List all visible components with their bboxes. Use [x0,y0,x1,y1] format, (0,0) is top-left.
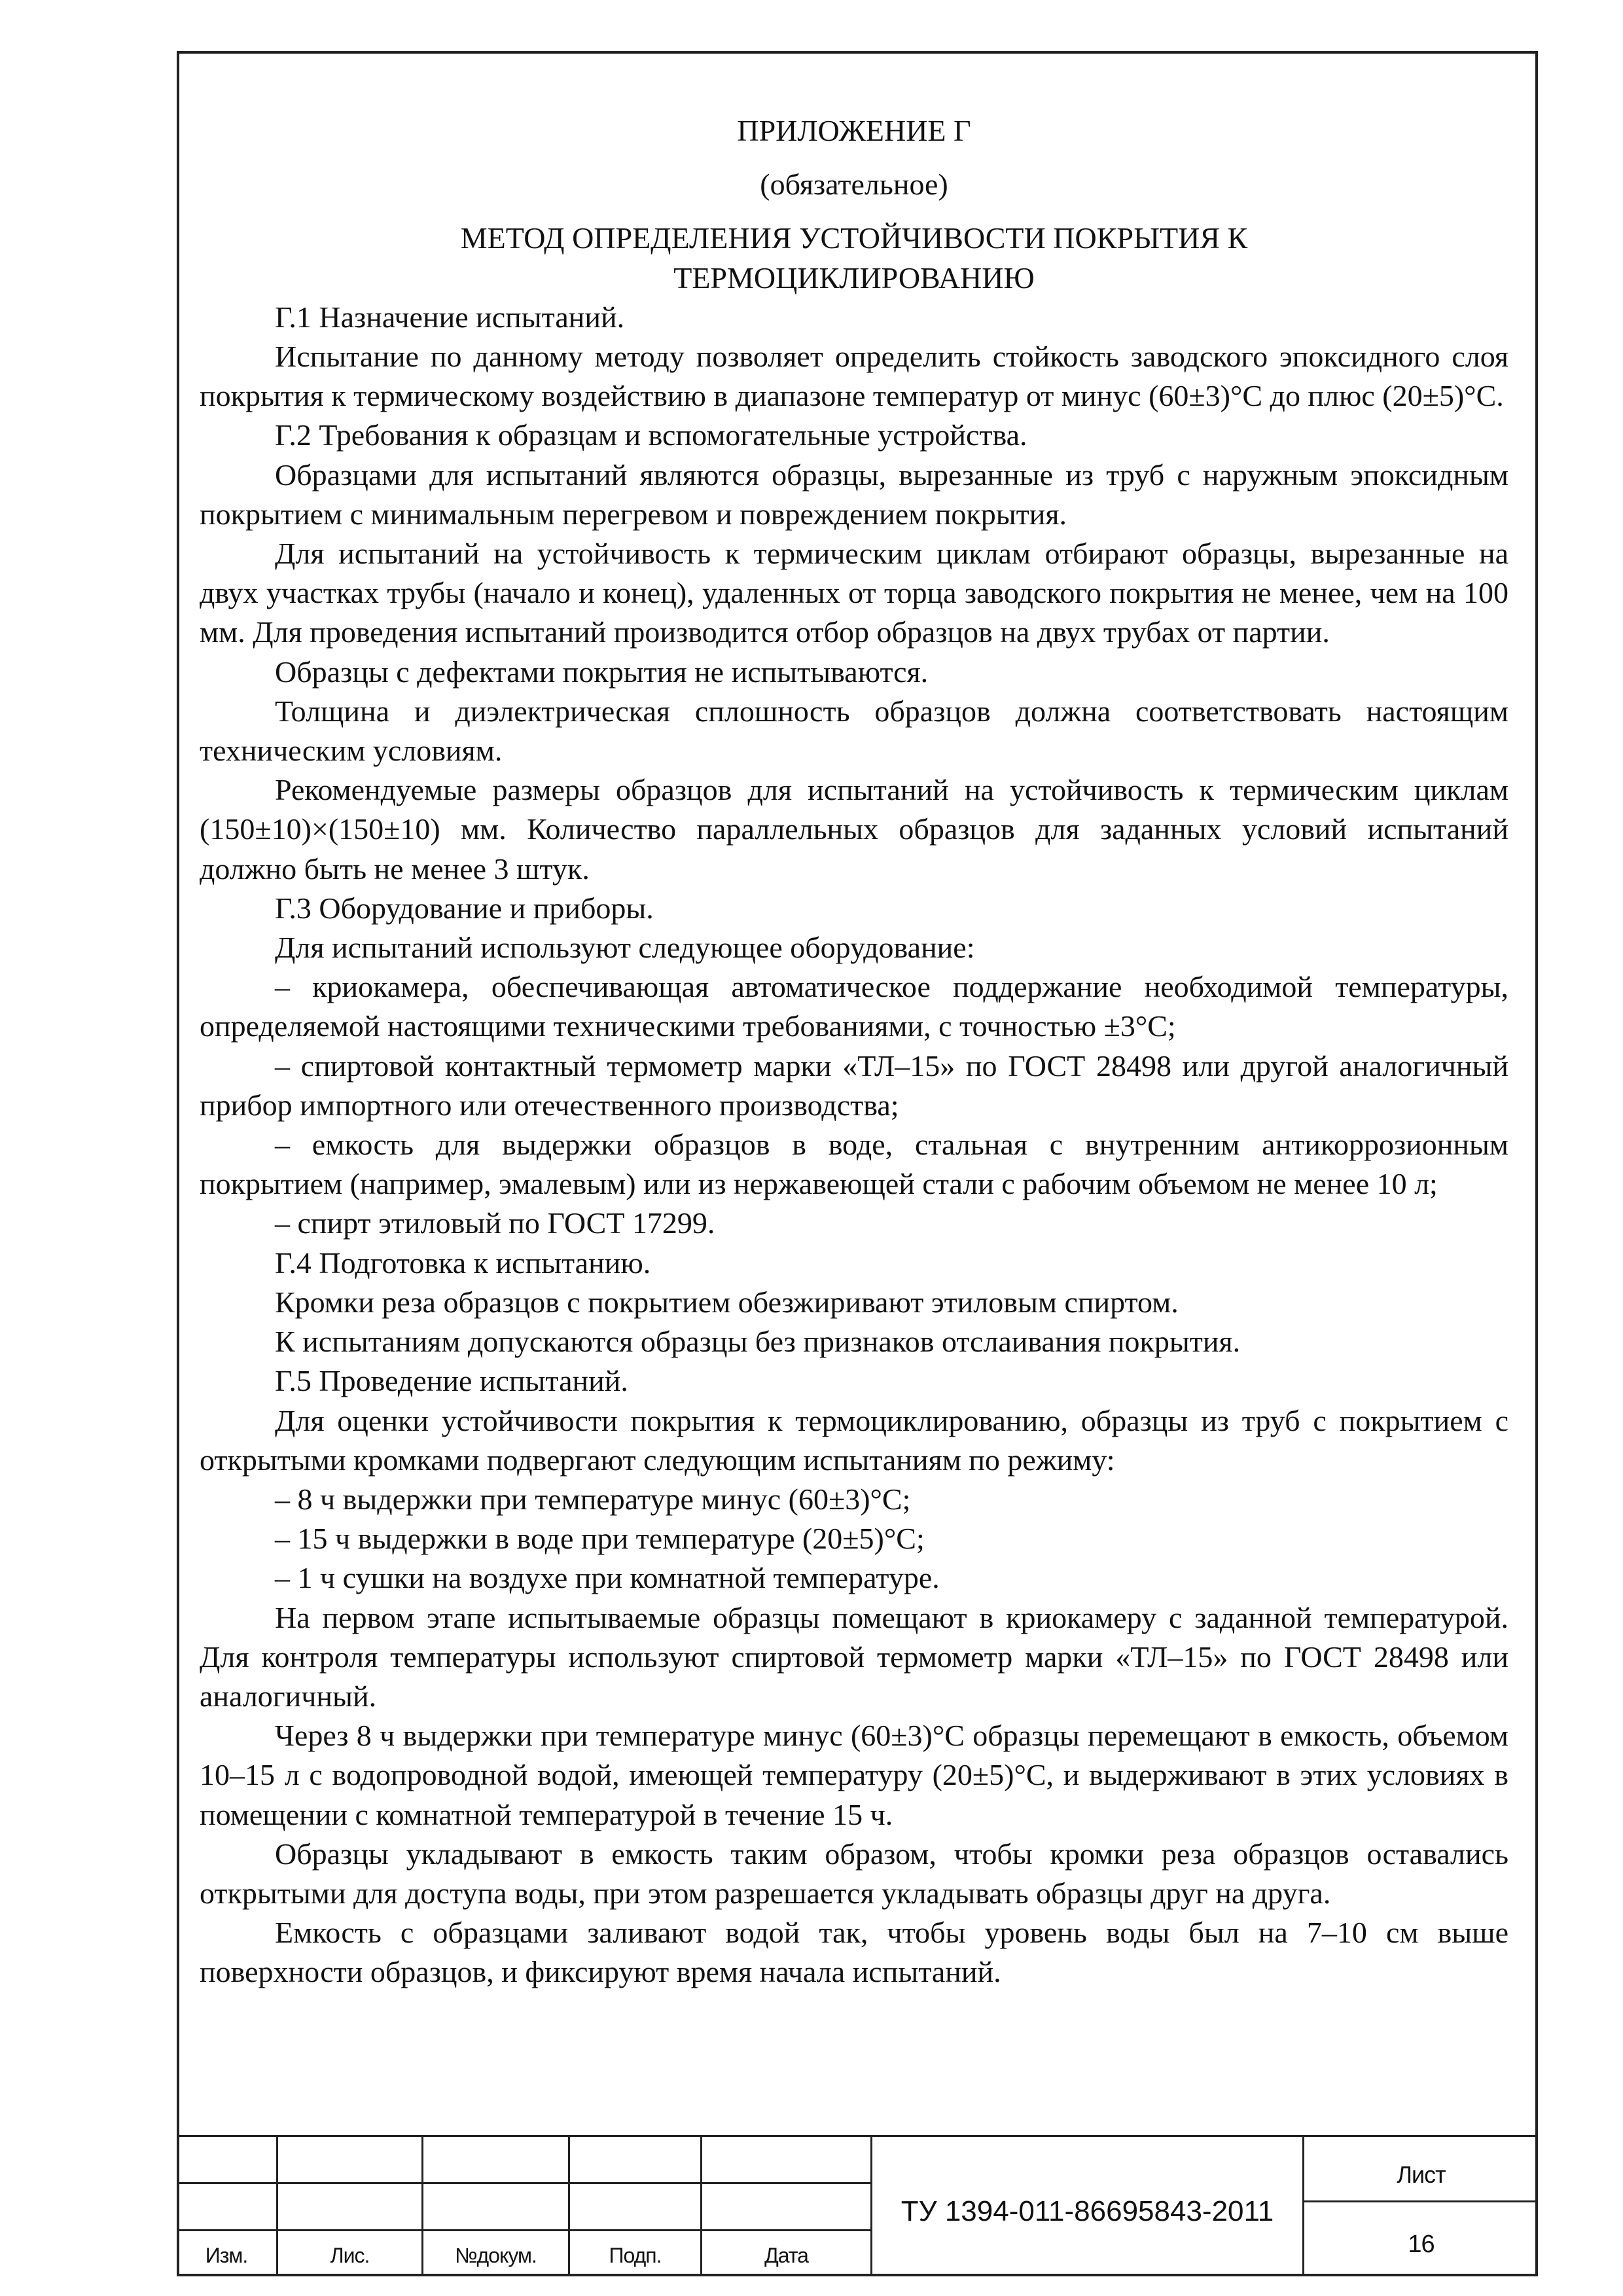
stamp-label-nodokum: №докум. [455,2244,537,2267]
paragraph: Г.2 Требования к образцам и вспомогательные устройства. [275,418,1027,452]
paragraph: На первом этапе испытываемые образцы помещают в криокамеру с заданной температурой. Для контроля температуры используют спиртовой термометр марки «ТЛ–15» по ГОСТ 28498 или аналогичный. [200,1600,1508,1713]
document-body [200,111,1508,1992]
stamp-label-data: Дата [764,2244,808,2267]
appendix-title [200,219,1508,297]
document-code: ТУ 1394-011-86695843-2011 [901,2195,1274,2227]
paragraph: – емкость для выдержки образцов в воде, стальная с внутренним антикоррозионным покрытием (например, эмалевым) или из нержавеющей стали с рабочим объемом не менее 10 л; [200,1128,1508,1201]
paragraph-list [200,298,1508,1992]
appendix-heading: ПРИЛОЖЕНИЕ Г [737,114,971,147]
sheet-number: 16 [1408,2231,1435,2258]
stamp-label-lis: Лис. [330,2244,370,2267]
paragraph: Емкость с образцами заливают водой так, чтобы уровень воды был на 7–10 см выше поверхности образцов, и фиксируют время начала испытаний. [200,1916,1508,1989]
stamp-line-top [177,2135,1538,2137]
paragraph: К испытаниям допускаются образцы без признаков отслаивания покрытия. [275,1325,1241,1359]
paragraph: – спиртовой контактный термометр марки «ТЛ–15» по ГОСТ 28498 или другой аналогичный прибор импортного или отечественного производства; [200,1049,1508,1122]
paragraph: Кромки реза образцов с покрытием обезжиривают этиловым спиртом. [275,1285,1179,1319]
stamp-label-izm: Изм. [205,2244,248,2267]
paragraph: – 1 ч сушки на воздухе при комнатной температуре. [275,1561,940,1595]
paragraph: Образцы укладывают в емкость таким образом, чтобы кромки реза образцов оставались открытыми для доступа воды, при этом разрешается укладывать образцы друг на друга. [200,1837,1508,1910]
paragraph: – 8 ч выдержки при температуре минус (60±3)°С; [275,1482,911,1516]
paragraph: Образцы с дефектами покрытия не испытываются. [275,655,929,689]
paragraph: Через 8 ч выдержки при температуре минус (60±3)°С образцы перемещают в емкость, объемом 10–15 л с водопроводной водой, имеющей температуру (20±5)°С, и выдерживают в этих условиях в помещении с комнатной температурой в течение 15 ч. [200,1719,1508,1831]
stamp-label-podp: Подп. [609,2244,662,2267]
stamp-line-row1 [177,2182,870,2184]
paragraph: Г.3 Оборудование и приборы. [275,891,654,925]
paragraph: Для оценки устойчивости покрытия к термоциклированию, образцы из труб с покрытием с открытыми кромками подвергают следующим испытаниям по режиму: [200,1403,1508,1477]
paragraph: – спирт этиловый по ГОСТ 17299. [275,1206,715,1240]
paragraph: Г.1 Назначение испытаний. [275,300,625,334]
paragraph: – 15 ч выдержки в воде при температуре (20±5)°С; [275,1522,925,1556]
stamp-line-sheet [1302,2200,1538,2202]
appendix-title-text: МЕТОД ОПРЕДЕЛЕНИЯ УСТОЙЧИВОСТИ ПОКРЫТИЯ К ТЕРМОЦИКЛИРОВАНИЮ [460,221,1248,295]
paragraph: Для испытаний на устойчивость к термическим циклам отбирают образцы, вырезанные на двух участках трубы (начало и конец), удаленных от торца заводского покрытия не менее, чем на 100 мм. Для проведения испытаний производится отбор образцов на двух трубах от партии. [200,537,1508,649]
appendix-subheading: (обязательное) [760,168,948,202]
paragraph: Г.4 Подготовка к испытанию. [275,1246,651,1280]
paragraph: Рекомендуемые размеры образцов для испытаний на устойчивость к термическим циклам (150±10)×(150±10) мм. Количество параллельных образцов для заданных условий испытаний должно быть не менее 3 штук. [200,773,1508,886]
paragraph: Г.5 Проведение испытаний. [275,1364,628,1398]
paragraph: – криокамера, обеспечивающая автоматическое поддержание необходимой температуры, определяемой настоящими техническими требованиями, с точностью ±3°С; [200,970,1508,1043]
paragraph: Испытание по данному методу позволяет определить стойкость заводского эпоксидного слоя покрытия к термическому воздействию в диапазоне температур от минус (60±3)°С до плюс (20±5)°С. [200,340,1508,413]
paragraph: Для испытаний используют следующее оборудование: [275,931,975,965]
title-block [177,2135,1538,2276]
stamp-line-row2 [177,2229,870,2231]
paragraph: Образцами для испытаний являются образцы, вырезанные из труб с наружным эпоксидным покрытием с минимальным перегревом и повреждением покрытия. [200,457,1508,531]
paragraph: Толщина и диэлектрическая сплошность образцов должна соответствовать настоящим техническим условиям. [200,694,1508,768]
sheet-label: Лист [1397,2161,1446,2188]
